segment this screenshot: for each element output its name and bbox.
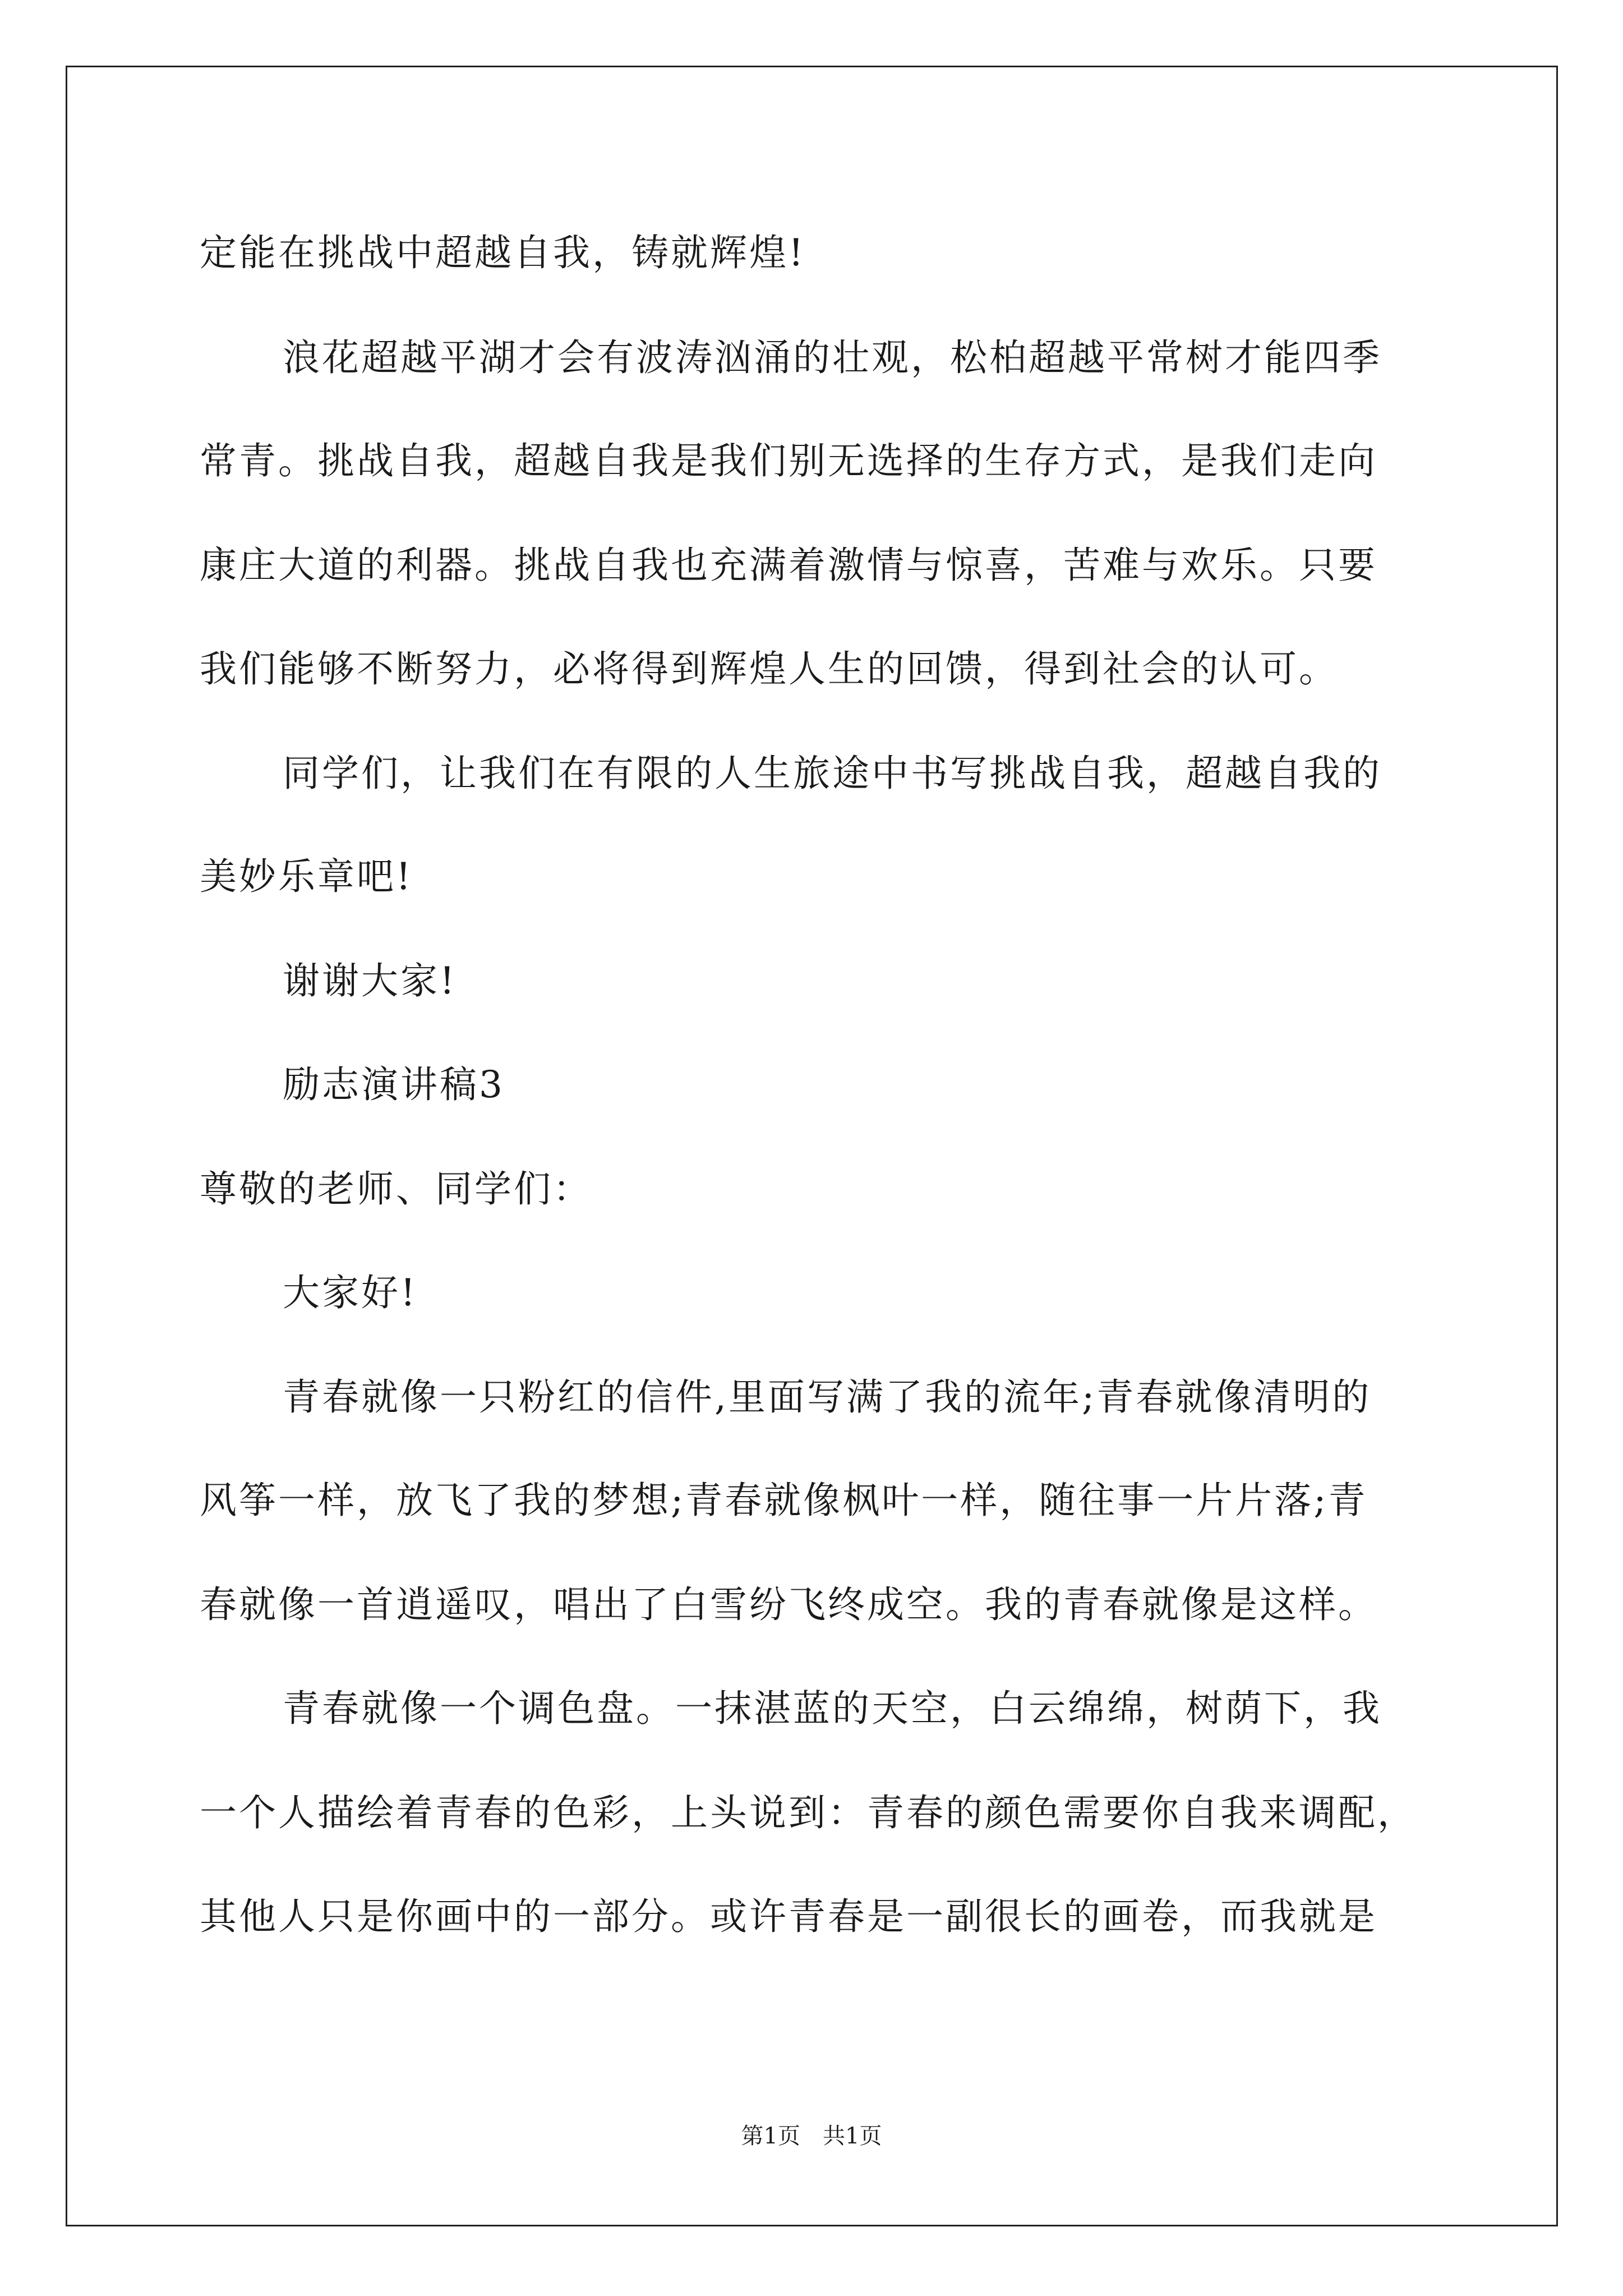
paragraph-line: 浪花超越平湖才会有波涛汹涌的壮观，松柏超越平常树才能四季: [283, 336, 1382, 379]
text-line: 常青。挑战自我，超越自我是我们别无选择的生存方式，是我们走向: [200, 439, 1377, 482]
text-line: 风筝一样，放飞了我的梦想;青春就像枫叶一样，随往事一片片落;青: [200, 1479, 1368, 1522]
salutation: 尊敬的老师、同学们：: [200, 1167, 592, 1211]
paragraph-line: 青春就像一只粉红的信件,里面写满了我的流年;青春就像清明的: [283, 1375, 1372, 1419]
page-number-current: 第1页: [741, 2123, 800, 2149]
page-footer: [0, 2125, 1623, 2147]
section-heading: 励志演讲稿3: [283, 1063, 505, 1106]
text-line: 康庄大道的利器。挑战自我也充满着激情与惊喜，苦难与欢乐。只要: [200, 544, 1377, 587]
text-line: 定能在挑战中超越自我，铸就辉煌!: [200, 231, 806, 274]
text-line: 美妙乐章吧!: [200, 855, 413, 898]
text-line: 其他人只是你画中的一部分。或许青春是一副很长的画卷，而我就是: [200, 1895, 1377, 1938]
page-number-total: 共1页: [823, 2123, 882, 2149]
paragraph-line: 同学们，让我们在有限的人生旅途中书写挑战自我，超越自我的: [283, 752, 1382, 795]
paragraph-line: 青春就像一个调色盘。一抹湛蓝的天空，白云绵绵，树荫下，我: [283, 1687, 1382, 1730]
paragraph-line: 谢谢大家!: [283, 959, 457, 1002]
greeting: 大家好!: [283, 1271, 418, 1314]
text-line: 我们能够不断努力，必将得到辉煌人生的回馈，得到社会的认可。: [200, 647, 1338, 691]
text-line: 一个人描绘着青春的色彩，上头说到：青春的颜色需要你自我来调配，: [200, 1791, 1417, 1834]
text-line: 春就像一首逍遥叹，唱出了白雪纷飞终成空。我的青春就像是这样。: [200, 1583, 1377, 1626]
